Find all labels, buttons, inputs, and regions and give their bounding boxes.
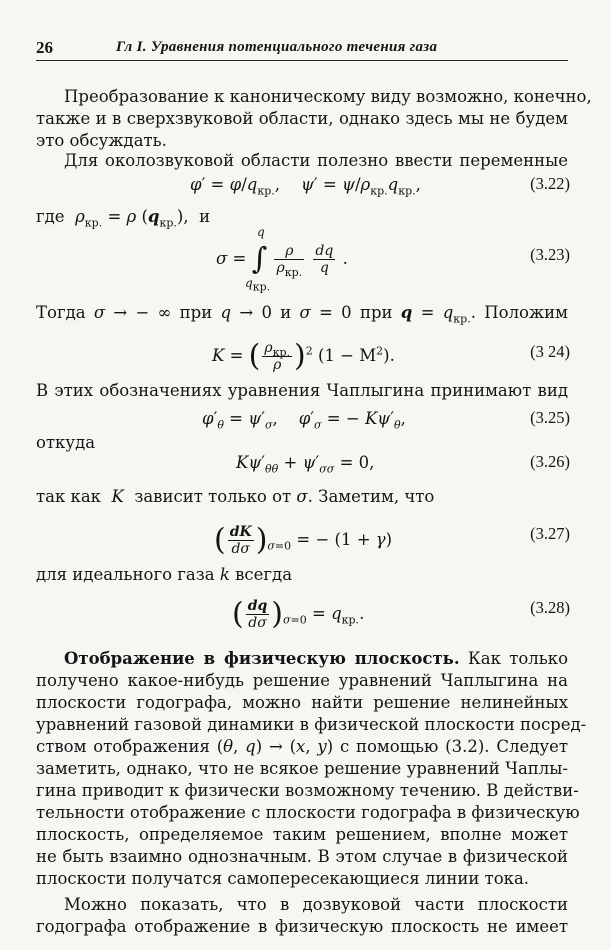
text-line: гина приводит к физически возможному течению. В действи- bbox=[36, 781, 579, 800]
integral-lower-limit: $q_{кр.}$ bbox=[245, 276, 271, 294]
text-line: годографа отображение в физическую плоскость не имеет bbox=[36, 917, 568, 936]
equation-3-26: $K\psi'_{\theta\theta} + \psi'_{\sigma\sigma} = 0$, bbox=[236, 453, 375, 476]
integral-upper-limit: q bbox=[257, 225, 265, 239]
text-line: плоскости годографа, можно найти решение нелинейных bbox=[36, 693, 568, 712]
equation-3-28: ( $\frac{dq}{d\sigma}$ )$_{\sigma=0} = q_{кр.}$. bbox=[232, 596, 365, 632]
text-line: ством отображения (θ, q) → (x, y) с помощью (3.2). Следует bbox=[36, 737, 568, 756]
text-line: тельности отображение с плоскости годографа в физическую bbox=[36, 803, 580, 822]
equation-3-22: $\varphi' = \varphi/q_{кр.}$, $\psi' = \psi/\rho_{кр.}q_{кр.}$, bbox=[190, 175, 421, 198]
text-line: уравнений газовой динамики в физической плоскости посред- bbox=[36, 715, 587, 734]
equation-number: (3.22) bbox=[530, 174, 570, 193]
running-header bbox=[36, 36, 568, 61]
text-line: Отображение в физическую плоскость. Как только bbox=[64, 649, 569, 668]
text-line: Для околозвуковой области полезно ввести переменные bbox=[64, 151, 568, 170]
text-line: плоскости получатся самопересекающиеся линии тока. bbox=[36, 869, 530, 888]
equation-number: (3.25) bbox=[530, 408, 570, 427]
running-title: Гл I. Уравнения потенциального течения газа bbox=[116, 39, 438, 55]
page-number: 26 bbox=[36, 38, 53, 57]
text-line: Тогда σ → − ∞ при q → 0 и σ = 0 при $q = q_{кр.}$. Положим bbox=[36, 303, 568, 326]
text-line: плоскость, определяемое таким решением, вполне может bbox=[36, 825, 568, 844]
text-line: также и в сверхзвуковой области, однако здесь мы не будем bbox=[36, 109, 568, 128]
text-line: для идеального газа k всегда bbox=[36, 565, 293, 584]
text-line: где $\rho_{кр.} = \rho$ $(q_{кр.})$, и bbox=[36, 207, 211, 230]
equation-number: (3.26) bbox=[530, 452, 570, 471]
text-line: получено какое-нибудь решение уравнений Чаплыгина на bbox=[36, 671, 568, 690]
equation-3-24: K = ( $\frac{\rho_{кр.}}{\rho}$ )$^2$ $(1 - M^2)$. bbox=[212, 338, 395, 374]
text-line: Можно показать, что в дозвуковой части плоскости bbox=[64, 895, 568, 914]
text-line: так как K зависит только от σ. Заметим, что bbox=[36, 487, 435, 506]
text-line: это обсуждать. bbox=[36, 131, 167, 150]
text-line: не быть взаимно однозначным. В этом случае в физической bbox=[36, 847, 568, 866]
text-line: откуда bbox=[36, 433, 96, 452]
equation-3-25: $\varphi'_\theta = \psi'_\sigma$, $\varphi'_\sigma$ = − $K\psi'_\theta$, bbox=[202, 409, 406, 432]
equation-number: (3.28) bbox=[530, 598, 570, 617]
text-line: заметить, однако, что не всякое решение уравнений Чаплы- bbox=[36, 759, 568, 778]
equation-3-23: σ = ∫ $\frac{\rho}{\rho_{кр.}}$ $\frac{dq}{q}$ . bbox=[216, 241, 348, 279]
text-line: Преобразование к каноническому виду возможно, конечно, bbox=[64, 87, 592, 106]
equation-number: (3.27) bbox=[530, 524, 570, 543]
section-heading: Отображение в физическую плоскость. bbox=[64, 649, 460, 668]
equation-number: (3.23) bbox=[530, 245, 570, 264]
equation-3-27: ( $\frac{dK}{d\sigma}$ )$_{\sigma=0}$ = − (1 + γ) bbox=[214, 522, 393, 558]
equation-number: (3 24) bbox=[530, 342, 570, 361]
text-line: В этих обозначениях уравнения Чаплыгина принимают вид bbox=[36, 381, 568, 400]
